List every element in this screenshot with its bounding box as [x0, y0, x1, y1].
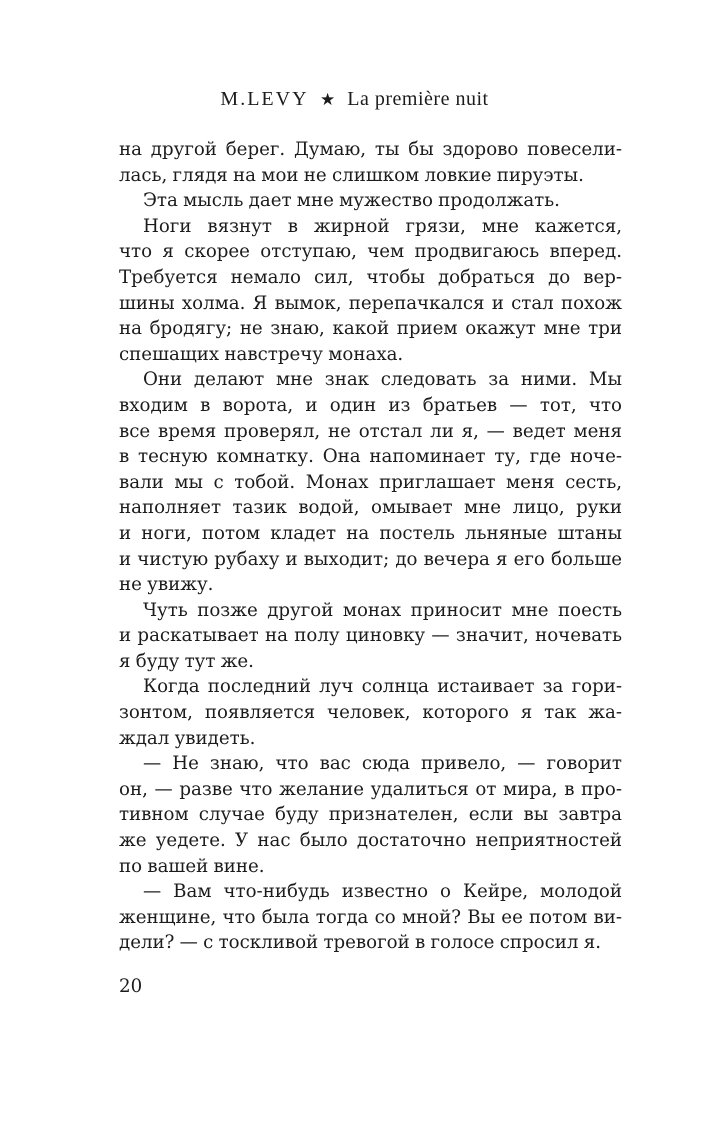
text-line: зонтом, появляется человек, которого я так жа-: [119, 702, 622, 724]
text-line: не увижу.: [119, 574, 214, 596]
text-line: вали мы с тобой. Монах приглашает меня сесть,: [119, 471, 622, 493]
text-line: тивном случае буду признателен, если вы завтра: [119, 804, 622, 826]
text-line: Эта мысль дает мне мужество продолжать.: [143, 190, 560, 212]
header-title: La première nuit: [347, 88, 489, 110]
text-line: лась, глядя на мои не слишком ловкие пируэты.: [119, 164, 584, 186]
text-line: входим в ворота, и один из братьев — тот, что: [119, 394, 622, 416]
text-line: же уедете. У нас было достаточно неприятностей: [119, 830, 622, 852]
text-line: Требуется немало сил, чтобы добраться до вер-: [119, 266, 622, 288]
text-line: по вашей вине.: [119, 855, 265, 877]
body-text: [119, 137, 622, 956]
text-line: — Вам что-нибудь известно о Кейре, молодой: [143, 881, 622, 903]
header-author: M.LEVY: [220, 88, 309, 110]
text-line: женщине, что была тогда со мной? Вы ее потом ви-: [119, 906, 622, 928]
text-line: Когда последний луч солнца истаивает за гори-: [143, 676, 622, 698]
text-line: все время проверял, не отстал ли я, — ведет меня: [119, 420, 622, 442]
text-line: ждал увидеть.: [119, 727, 256, 749]
text-line: в тесную комнатку. Она напоминает ту, где ноче-: [119, 446, 622, 468]
star-icon: ★: [320, 90, 336, 109]
text-line: что я скорее отступаю, чем продвигаюсь вперед.: [119, 241, 622, 263]
running-header: [0, 88, 709, 111]
text-line: и раскатывает на полу циновку — значит, ночевать: [119, 625, 622, 647]
text-line: на бродягу; не знаю, какой прием окажут мне три: [119, 318, 622, 340]
text-line: наполняет тазик водой, омывает мне лицо, руки: [119, 497, 622, 519]
page-number: 20: [119, 976, 143, 997]
text-line: и чистую рубаху и выходит; до вечера я его больше: [119, 548, 622, 570]
text-line: на другой берег. Думаю, ты бы здорово повесели-: [119, 139, 622, 160]
text-line: Они делают мне знак следовать за ними. Мы: [143, 369, 622, 391]
text-line: я буду тут же.: [119, 650, 254, 672]
text-line: Ноги вязнут в жирной грязи, мне кажется,: [143, 215, 622, 237]
text-line: и ноги, потом кладет на постель льняные штаны: [119, 522, 622, 544]
text-line: — Не знаю, что вас сюда привело, — говорит: [143, 753, 622, 775]
text-line: дели? — с тоскливой тревогой в голосе спросил я.: [119, 932, 602, 954]
text-line: спешащих навстречу монаха.: [119, 343, 404, 365]
text-line: он, — разве что желание удалиться от мира, в про-: [119, 778, 622, 800]
text-line: Чуть позже другой монах приносит мне поесть: [143, 599, 622, 621]
text-line: шины холма. Я вымок, перепачкался и стал похож: [119, 292, 622, 314]
